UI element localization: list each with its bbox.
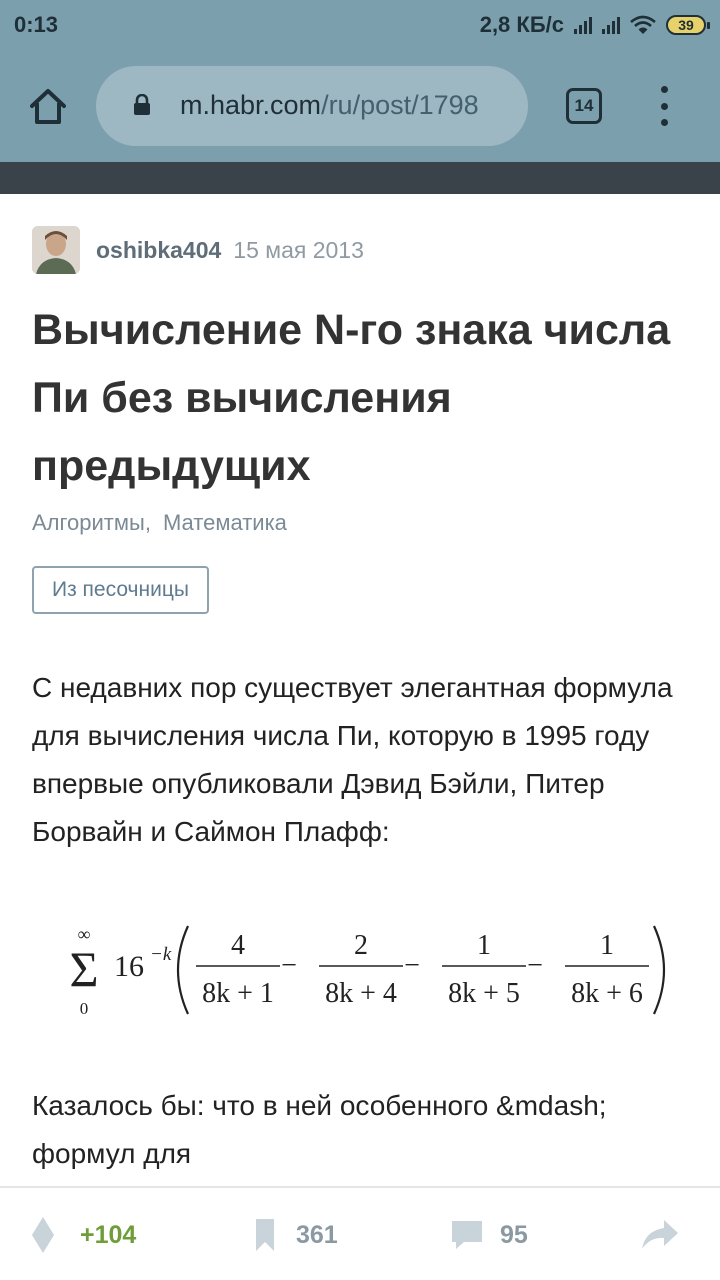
bookmark-button[interactable] (254, 1212, 338, 1258)
svg-text:−: − (281, 950, 297, 981)
status-time: 0:13 (14, 12, 59, 37)
sigma-symbol: Σ (69, 941, 99, 997)
hubs-list (32, 510, 299, 536)
denominator-1: 8k + 1 (202, 978, 274, 1009)
publish-date: 15 мая 2013 (233, 236, 364, 263)
denominator-2: 8k + 4 (325, 978, 397, 1009)
formula-lower-limit: 0 (79, 999, 89, 1018)
url-domain: m.habr.com (180, 90, 322, 120)
avatar[interactable] (32, 226, 80, 274)
author-name[interactable]: oshibka404 (96, 236, 222, 263)
share-button[interactable] (640, 1212, 680, 1258)
comment-icon (450, 1218, 484, 1252)
wifi-icon (630, 15, 656, 35)
formula-image (56, 918, 676, 1028)
denominator-3: 8k + 5 (448, 978, 520, 1009)
rating-diamond-icon[interactable] (30, 1215, 56, 1255)
signal-2-icon (602, 16, 620, 34)
url-text (180, 90, 479, 121)
hub-mathematics[interactable]: Математика (162, 510, 287, 535)
site-header (0, 162, 720, 194)
status-bar (0, 0, 720, 52)
formula-base: 16 (114, 950, 144, 983)
battery-icon: 39 (666, 15, 706, 35)
sandbox-badge[interactable]: Из песочницы (32, 566, 209, 614)
status-indicators (480, 12, 706, 38)
svg-text:−: − (527, 950, 543, 981)
comments-button[interactable] (450, 1212, 528, 1258)
article-paragraph: Казалось бы: что в ней особенного &mdash; формул для (32, 1090, 607, 1169)
tab-switcher-button[interactable]: 14 (566, 88, 602, 124)
menu-kebab-icon[interactable] (652, 86, 676, 126)
home-icon[interactable] (26, 84, 70, 128)
formula-exponent: −k (150, 944, 172, 965)
comment-count: 95 (500, 1220, 528, 1249)
numerator-3: 1 (477, 930, 491, 961)
numerator-2: 2 (354, 930, 368, 961)
formula-upper-limit: ∞ (77, 924, 91, 944)
network-speed: 2,8 КБ/с (479, 12, 564, 37)
article-action-bar (0, 1186, 720, 1280)
url-bar[interactable] (96, 66, 528, 146)
rating-control[interactable] (30, 1212, 136, 1258)
svg-text:−: − (404, 950, 420, 981)
hub-algorithms[interactable]: Алгоритмы, (32, 510, 151, 535)
article-meta (32, 226, 364, 274)
numerator-1: 4 (231, 930, 245, 961)
numerator-4: 1 (600, 930, 614, 961)
page-title: Вычисление N-го знака числа Пи без вычисления предыдущих (32, 306, 671, 490)
lock-icon (132, 94, 152, 116)
url-path: /ru/post/1798 (321, 90, 479, 120)
denominator-4: 8k + 6 (571, 978, 643, 1009)
article-paragraph: С недавних пор существует элегантная формула для вычисления числа Пи, которую в 1995 году впервые опубликовали Дэвид Бэйли, Питер Борвайн и Саймон Плафф: (32, 672, 673, 847)
share-icon (640, 1218, 680, 1252)
rating-value: +104 (80, 1220, 137, 1249)
bookmark-icon (254, 1217, 276, 1253)
bookmark-count: 361 (296, 1220, 338, 1249)
signal-1-icon (574, 16, 592, 34)
